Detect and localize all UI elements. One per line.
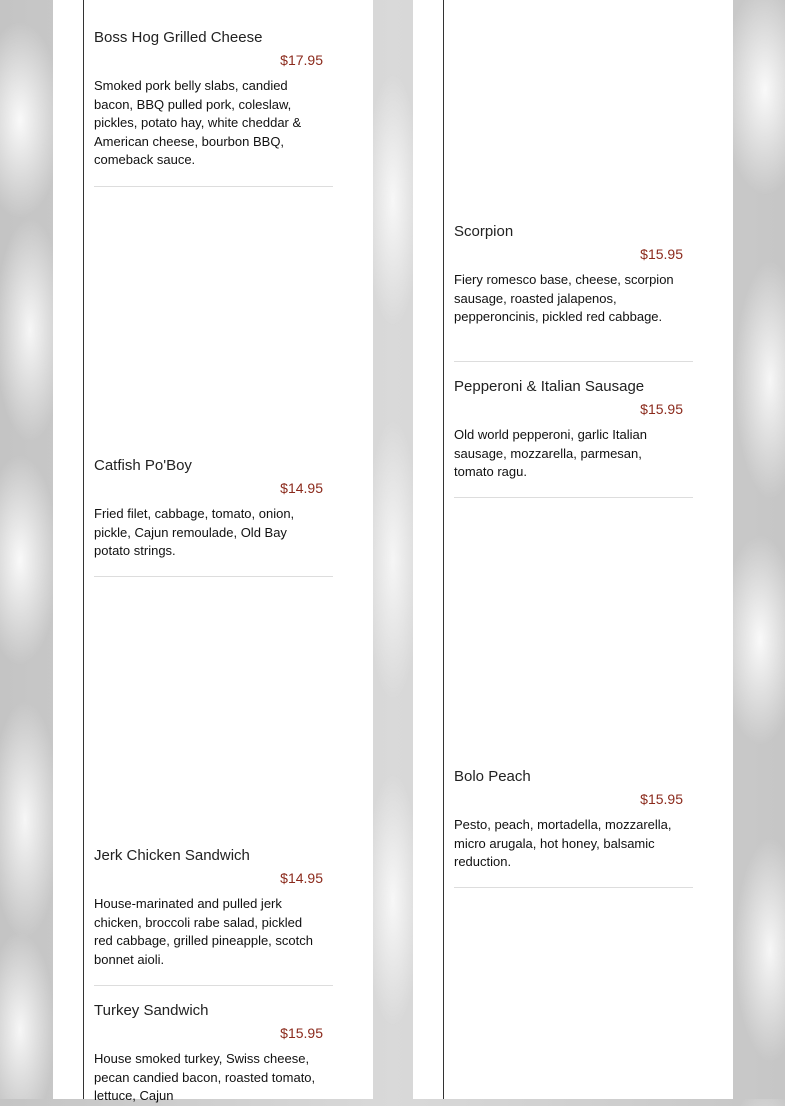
menu-item: [454, 222, 693, 327]
item-description: Pesto, peach, mortadella, mozzarella, micro arugala, hot honey, balsamic reduction.: [454, 817, 672, 870]
item-divider: [454, 361, 693, 362]
item-divider: [94, 186, 333, 187]
menu-item: [94, 28, 333, 170]
menu-item: [454, 767, 693, 872]
item-price: $15.95: [640, 246, 683, 262]
menu-item: [94, 456, 333, 561]
item-price: $14.95: [280, 480, 323, 496]
item-price: $15.95: [280, 1025, 323, 1041]
item-divider: [94, 985, 333, 986]
item-name: Catfish Po'Boy: [94, 457, 192, 474]
menu-item: [454, 377, 693, 482]
item-description: House-marinated and pulled jerk chicken, broccoli rabe salad, pickled red cabbage, grilled pineapple, scotch bonnet aioli.: [94, 896, 313, 967]
item-name: Bolo Peach: [454, 768, 531, 785]
item-name: Scorpion: [454, 223, 514, 240]
item-price: $14.95: [280, 870, 323, 886]
item-divider: [454, 887, 693, 888]
item-description: Smoked pork belly slabs, candied bacon, BBQ pulled pork, coleslaw, pickles, potato hay, white cheddar & American cheese, bourbon BBQ, comeback sauce.: [94, 78, 302, 168]
item-divider: [94, 576, 333, 577]
item-description: Fiery romesco base, cheese, scorpion sausage, roasted jalapenos, pepperoncinis, pickled red cabbage.: [454, 272, 674, 325]
item-description: Fried filet, cabbage, tomato, onion, pickle, Cajun remoulade, Old Bay potato strings.: [94, 506, 295, 559]
item-description: Old world pepperoni, garlic Italian sausage, mozzarella, parmesan, tomato ragu.: [454, 427, 647, 480]
item-price: $17.95: [280, 52, 323, 68]
item-name: Pepperoni & Italian Sausage: [454, 378, 645, 395]
menu-panel-left: [53, 0, 373, 1104]
menu-panel-right: [413, 0, 733, 1099]
item-name: Boss Hog Grilled Cheese: [94, 29, 263, 46]
item-description: House smoked turkey, Swiss cheese, pecan candied bacon, roasted tomato, lettuce, Cajun: [94, 1051, 316, 1104]
panel-border-line: [83, 0, 84, 1099]
item-price: $15.95: [640, 791, 683, 807]
menu-item: [94, 846, 333, 969]
menu-item: [94, 1001, 333, 1106]
panel-border-line: [443, 0, 444, 1099]
item-divider: [454, 497, 693, 498]
item-price: $15.95: [640, 401, 683, 417]
item-name: Turkey Sandwich: [94, 1002, 209, 1019]
item-name: Jerk Chicken Sandwich: [94, 847, 250, 864]
